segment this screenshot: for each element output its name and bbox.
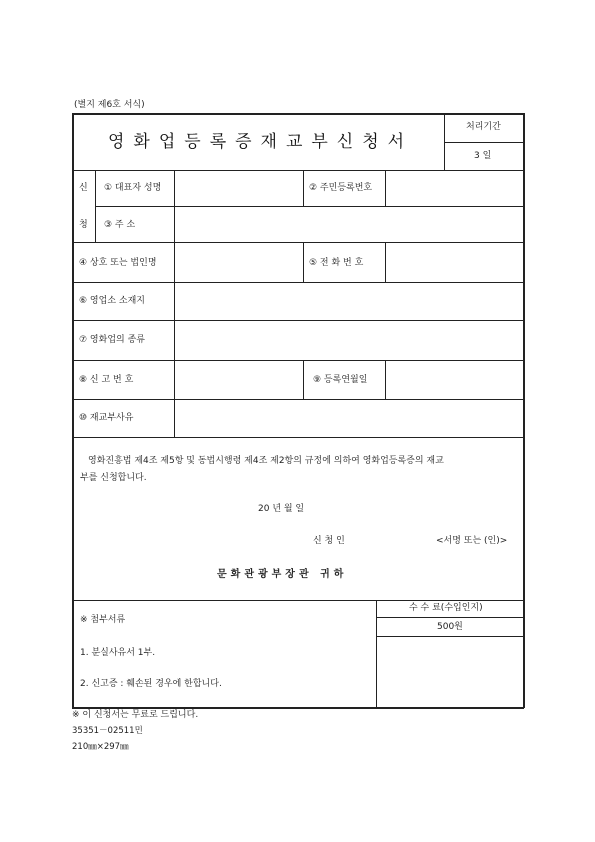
phone-field[interactable] [387, 244, 522, 281]
business-type-field[interactable] [176, 322, 522, 359]
attachment-item-1: 1. 분실사유서 1부. [80, 648, 156, 658]
attachment-item-2: 2. 신고증 : 훼손된 경우에 한합니다. [80, 679, 222, 689]
reissue-reason-field[interactable] [176, 401, 522, 436]
applicant-side-label-2: 청 [79, 220, 88, 230]
report-no-field[interactable] [176, 362, 302, 398]
fee-value: 500원 [437, 622, 463, 632]
resident-no-field[interactable] [387, 172, 522, 205]
trade-name-field[interactable] [176, 244, 302, 281]
addressee: 문화관광부장관 귀하 [217, 569, 348, 580]
form-title: 영화업등록증재교부신청서 [108, 132, 414, 152]
applicant-side-label-1: 신 [79, 183, 88, 193]
rep-name-field[interactable] [176, 172, 302, 205]
trade-name-label: ④ 상호 또는 법인명 [79, 258, 157, 268]
rep-name-label: ① 대표자 성명 [104, 183, 162, 193]
address-field[interactable] [176, 208, 522, 241]
application-date: 20 년 월 일 [258, 504, 305, 514]
reg-date-label: ⑨ 등록연월일 [313, 375, 368, 385]
processing-period-label: 처리기간 [466, 122, 501, 132]
phone-label: ⑤ 전 화 번 호 [309, 258, 364, 268]
attachments-header: ※ 첨부서류 [80, 615, 126, 625]
address-label: ③ 주 소 [104, 220, 136, 230]
business-type-label: ⑦ 영화업의 종류 [79, 335, 145, 345]
statement-line-1: 영화진흥법 제4조 제5항 및 동법시행령 제4조 제2항의 규정에 의하여 영화업등록증의 재교 [88, 456, 444, 466]
statement-line-2: 부를 신청합니다. [80, 473, 147, 483]
business-location-field[interactable] [176, 284, 522, 319]
free-form-note: ※ 이 신청서는 무료로 드립니다. [72, 710, 199, 720]
applicant-label: 신 청 인 [313, 536, 345, 546]
business-location-label: ⑥ 영업소 소재지 [79, 296, 145, 306]
processing-period-value: 3 일 [474, 151, 492, 161]
form-code: 35351－02511민 [72, 726, 143, 736]
paper-size: 210㎜×297㎜ [72, 742, 129, 752]
form-label: (별지 제6호 서식) [74, 100, 145, 110]
resident-no-label: ② 주민등록번호 [309, 183, 373, 193]
report-no-label: ⑧ 신 고 번 호 [79, 375, 134, 385]
signature-label: <서명 또는 (인)> [436, 536, 508, 546]
reg-date-field[interactable] [387, 362, 522, 398]
fee-label: 수 수 료(수입인지) [409, 603, 483, 613]
reissue-reason-label: ⑩ 재교부사유 [79, 413, 134, 423]
